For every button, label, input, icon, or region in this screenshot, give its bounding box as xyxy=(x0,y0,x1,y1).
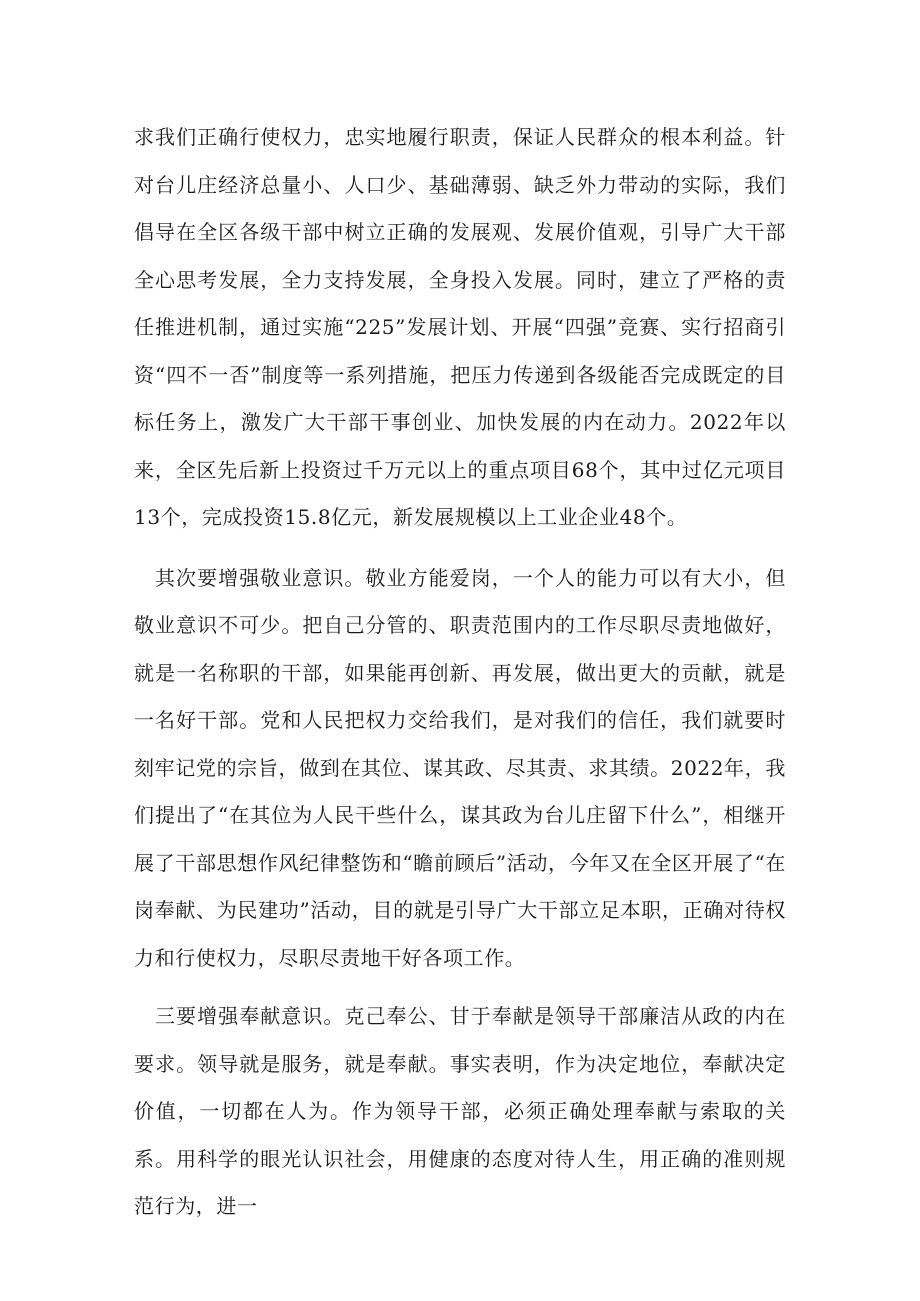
paragraph-continuation: 求我们正确行使权力，忠实地履行职责，保证人民群众的根本利益。针对台儿庄经济总量小、人口少、基础薄弱、缺乏外力带动的实际，我们倡导在全区各级干部中树立正确的发展观、发展价值观，引导广大干部全心思考发展，全力支持发展，全身投入发展。同时，建立了严格的责任推进机制，通过实施“225”发展计划、开展“四强”竞赛、实行招商引资“四不一否”制度等一系列措施，把压力传递到各级能否完成既定的目标任务上，激发广大干部干事创业、加快发展的内在动力。2022年以来，全区先后新上投资过千万元以上的重点项目68个，其中过亿元项目13个，完成投资15.8亿元，新发展规模以上工业企业48个。 xyxy=(134,125,786,529)
paragraph-dedication: 其次要增强敬业意识。敬业方能爱岗，一个人的能力可以有大小，但敬业意识不可少。把自己分管的、职责范围内的工作尽职尽责地做好，就是一名称职的干部，如果能再创新、再发展，做出更大的贡献，就是一名好干部。党和人民把权力交给我们，是对我们的信任，我们就要时刻牢记党的宗旨，做到在其位、谋其政、尽其责、求其绩。2022年，我们提出了“在其位为人民干些什么，谋其政为台儿庄留下什么”，相继开展了干部思想作风纪律整饬和“瞻前顾后”活动，今年又在全区开展了“在岗奉献、为民建功”活动，目的就是引导广大干部立足本职，正确对待权力和行使权力，尽职尽责地干好各项工作。 xyxy=(134,565,786,970)
paragraph-devotion: 三要增强奉献意识。克己奉公、甘于奉献是领导干部廉洁从政的内在要求。领导就是服务，就是奉献。事实表明，作为决定地位，奉献决定价值，一切都在人为。作为领导干部，必须正确处理奉献与索取的关系。用科学的眼光认识社会，用健康的态度对待人生，用正确的准则规范行为，进一 xyxy=(134,1004,786,1218)
document-body xyxy=(134,114,786,1231)
